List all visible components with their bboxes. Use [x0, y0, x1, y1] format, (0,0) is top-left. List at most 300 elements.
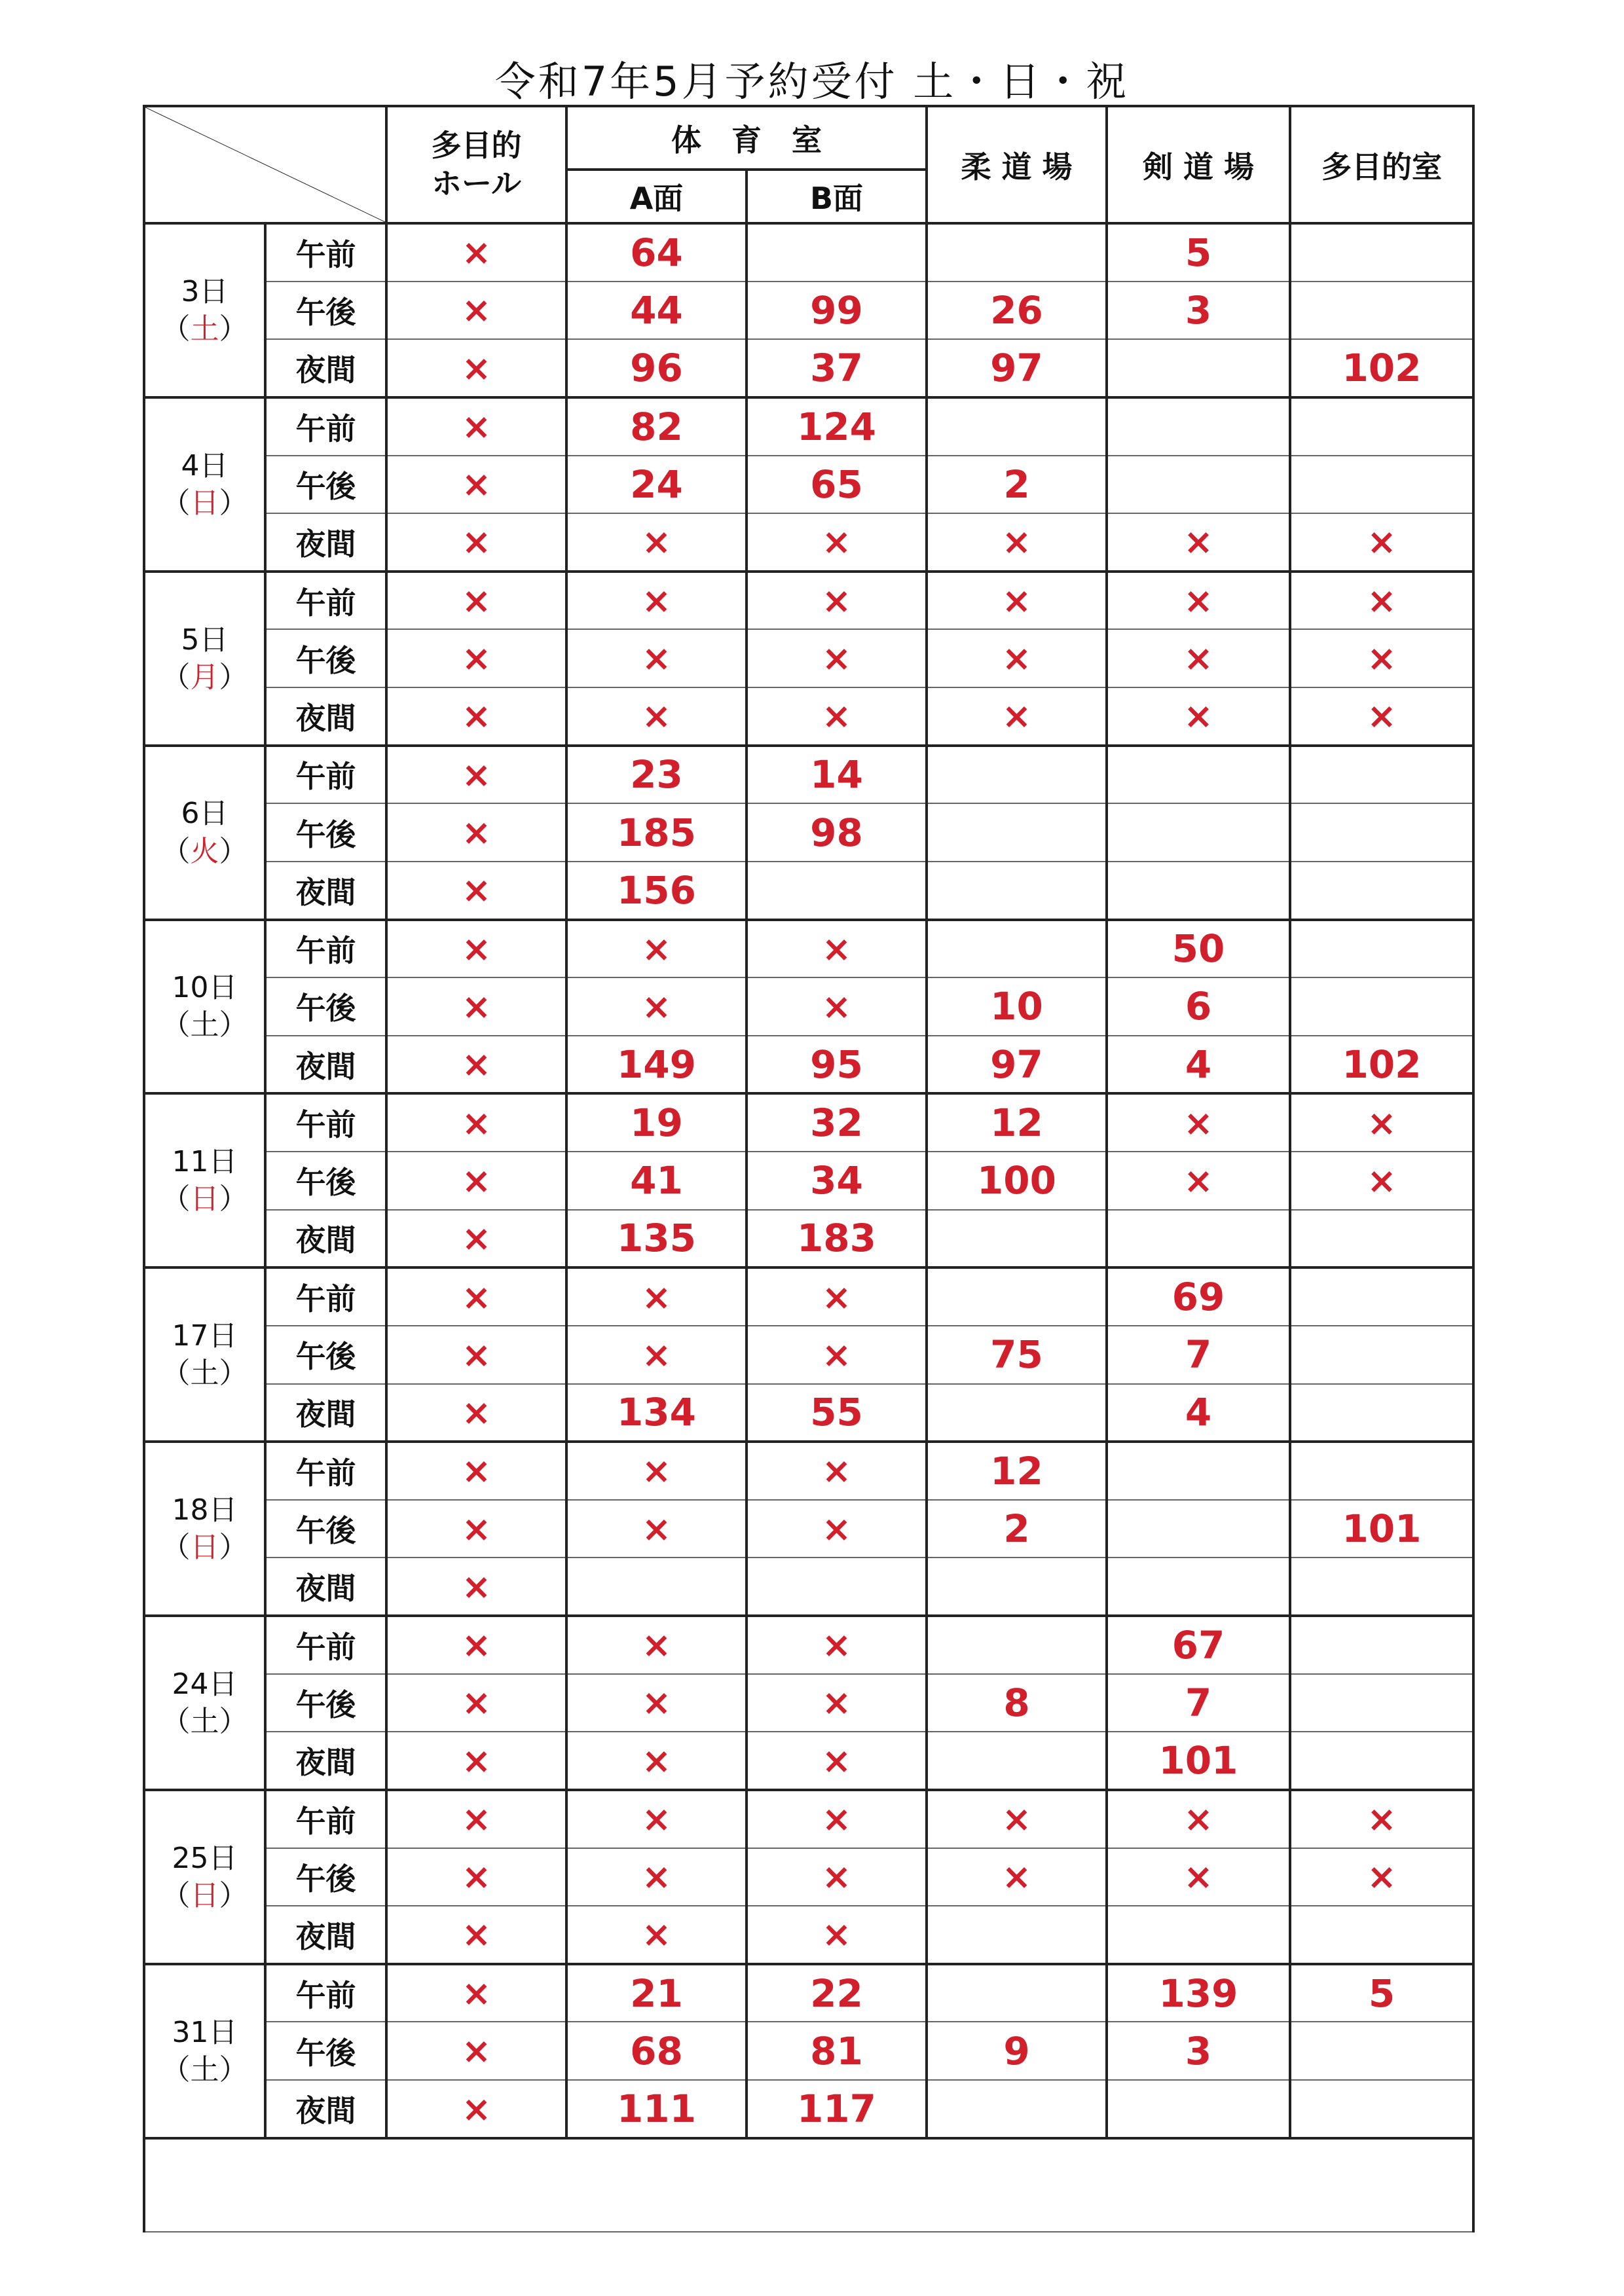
cell-gym-b: × — [747, 1674, 927, 1732]
cell-gym-a: × — [566, 1906, 747, 1964]
cell-judo: 97 — [927, 1036, 1107, 1094]
cell-gym-a: × — [566, 629, 747, 687]
cell-gym-a: 111 — [566, 2080, 747, 2138]
cell-judo: × — [927, 629, 1107, 687]
period-cell: 午後 — [265, 977, 386, 1036]
cell-gym-b: × — [747, 1616, 927, 1674]
cell-judo: 12 — [927, 1093, 1107, 1152]
period-cell: 午前 — [265, 1964, 386, 2022]
cell-gym-b: 117 — [747, 2080, 927, 2138]
cell-hall: × — [386, 223, 566, 282]
date-label: 31日 — [172, 2015, 238, 2049]
cell-hall: × — [386, 977, 566, 1036]
cell-multi-room — [1290, 977, 1473, 1036]
table-row — [144, 1848, 1473, 1906]
weekday-label: （土） — [161, 1704, 248, 1738]
cell-multi-room — [1290, 1442, 1473, 1500]
cell-hall: × — [386, 1964, 566, 2022]
cell-kendo — [1107, 456, 1290, 514]
cell-hall: × — [386, 1267, 566, 1326]
cell-gym-b: 65 — [747, 456, 927, 514]
date-label: 24日 — [172, 1667, 238, 1701]
cell-multi-room — [1290, 1267, 1473, 1326]
cell-gym-a: 68 — [566, 2022, 747, 2080]
header-gym: 体 育 室 — [566, 106, 927, 170]
cell-gym-b: × — [747, 1326, 927, 1384]
cell-gym-a: 41 — [566, 1152, 747, 1210]
cell-gym-a: × — [566, 513, 747, 572]
cell-multi-room — [1290, 1616, 1473, 1674]
date-cell — [144, 1616, 265, 1790]
weekday-label: （月） — [161, 660, 248, 694]
cell-gym-a: × — [566, 1616, 747, 1674]
cell-hall: × — [386, 629, 566, 687]
cell-kendo — [1107, 1442, 1290, 1500]
cell-kendo: × — [1107, 687, 1290, 746]
cell-multi-room — [1290, 1674, 1473, 1732]
period-cell: 午後 — [265, 629, 386, 687]
period-cell: 夜間 — [265, 862, 386, 920]
cell-multi-room — [1290, 1732, 1473, 1790]
cell-kendo: 139 — [1107, 1964, 1290, 2022]
cell-gym-a: 21 — [566, 1964, 747, 2022]
date-cell — [144, 1267, 265, 1442]
reservation-table — [143, 105, 1475, 2232]
cell-multi-room: × — [1290, 572, 1473, 630]
cell-gym-a: 135 — [566, 1210, 747, 1268]
weekday-char: 火 — [190, 834, 219, 868]
weekday-char: 土 — [190, 1357, 219, 1391]
cell-gym-b: × — [747, 1500, 927, 1558]
header-judo: 柔 道 場 — [927, 106, 1107, 223]
cell-multi-room: × — [1290, 1152, 1473, 1210]
date-label: 10日 — [172, 971, 238, 1005]
cell-judo — [927, 803, 1107, 862]
cell-gym-b: × — [747, 1848, 927, 1906]
weekday-label: （日） — [161, 1182, 248, 1216]
period-cell: 午後 — [265, 1848, 386, 1906]
header-multi-room: 多目的室 — [1290, 106, 1473, 223]
cell-multi-room — [1290, 1210, 1473, 1268]
cell-judo: × — [927, 1848, 1107, 1906]
cell-multi-room — [1290, 223, 1473, 282]
cell-gym-b: × — [747, 1267, 927, 1326]
period-cell: 午前 — [265, 1093, 386, 1152]
date-cell — [144, 1093, 265, 1267]
cell-judo: 8 — [927, 1674, 1107, 1732]
cell-gym-b: 81 — [747, 2022, 927, 2080]
cell-judo: 9 — [927, 2022, 1107, 2080]
cell-judo: 2 — [927, 456, 1107, 514]
table-row — [144, 397, 1473, 456]
cell-judo — [927, 1210, 1107, 1268]
table-row — [144, 282, 1473, 340]
weekday-label: （土） — [161, 2052, 248, 2086]
cell-gym-a: × — [566, 1790, 747, 1848]
cell-kendo: 101 — [1107, 1732, 1290, 1790]
weekday-char: 土 — [190, 312, 219, 346]
date-cell — [144, 223, 265, 397]
cell-gym-a: 156 — [566, 862, 747, 920]
cell-gym-a: × — [566, 920, 747, 978]
cell-kendo: 4 — [1107, 1036, 1290, 1094]
cell-gym-a: × — [566, 1674, 747, 1732]
date-cell — [144, 1964, 265, 2138]
cell-gym-b: 14 — [747, 746, 927, 804]
cell-multi-room — [1290, 397, 1473, 456]
table-row — [144, 1210, 1473, 1268]
cell-kendo: × — [1107, 1848, 1290, 1906]
cell-judo: × — [927, 1790, 1107, 1848]
table-row — [144, 977, 1473, 1036]
weekday-char: 土 — [190, 2052, 219, 2086]
cell-gym-b: × — [747, 1442, 927, 1500]
date-label: 6日 — [181, 797, 229, 831]
cell-multi-room: × — [1290, 513, 1473, 572]
period-cell: 午後 — [265, 282, 386, 340]
table-row — [144, 1036, 1473, 1094]
date-label: 18日 — [172, 1493, 238, 1527]
cell-gym-a: 23 — [566, 746, 747, 804]
cell-kendo: 7 — [1107, 1326, 1290, 1384]
cell-judo: 75 — [927, 1326, 1107, 1384]
table-row — [144, 1152, 1473, 1210]
cell-hall: × — [386, 746, 566, 804]
cell-hall: × — [386, 2080, 566, 2138]
weekday-label: （日） — [161, 486, 248, 520]
cell-hall: × — [386, 1616, 566, 1674]
cell-judo: × — [927, 513, 1107, 572]
cell-multi-room: × — [1290, 1093, 1473, 1152]
cell-gym-b: 95 — [747, 1036, 927, 1094]
period-cell: 午前 — [265, 1267, 386, 1326]
cell-gym-a: 134 — [566, 1384, 747, 1442]
period-cell: 午後 — [265, 1152, 386, 1210]
cell-multi-room: × — [1290, 1848, 1473, 1906]
cell-kendo — [1107, 803, 1290, 862]
cell-kendo: 69 — [1107, 1267, 1290, 1326]
cell-kendo — [1107, 397, 1290, 456]
period-cell: 夜間 — [265, 1732, 386, 1790]
date-cell — [144, 1442, 265, 1616]
cell-hall: × — [386, 2022, 566, 2080]
cell-hall: × — [386, 1848, 566, 1906]
cell-multi-room: 101 — [1290, 1500, 1473, 1558]
table-row — [144, 2080, 1473, 2138]
weekday-char: 日 — [190, 1878, 219, 1912]
cell-hall: × — [386, 456, 566, 514]
cell-gym-b: 99 — [747, 282, 927, 340]
period-cell: 午前 — [265, 746, 386, 804]
period-cell: 午後 — [265, 1326, 386, 1384]
table-row — [144, 2022, 1473, 2080]
cell-hall: × — [386, 1790, 566, 1848]
cell-gym-b: 22 — [747, 1964, 927, 2022]
cell-multi-room — [1290, 803, 1473, 862]
cell-gym-a: × — [566, 1732, 747, 1790]
header-hall: 多目的 ホール — [386, 106, 566, 223]
table-row — [144, 803, 1473, 862]
period-cell: 午後 — [265, 1674, 386, 1732]
cell-multi-room: 102 — [1290, 339, 1473, 397]
weekday-char: 土 — [190, 1704, 219, 1738]
cell-multi-room — [1290, 282, 1473, 340]
cell-kendo — [1107, 1210, 1290, 1268]
cell-hall: × — [386, 1674, 566, 1732]
cell-gym-b: × — [747, 687, 927, 746]
cell-hall: × — [386, 1326, 566, 1384]
cell-judo — [927, 862, 1107, 920]
cell-judo: 26 — [927, 282, 1107, 340]
cell-gym-b: × — [747, 1906, 927, 1964]
cell-gym-b: 34 — [747, 1152, 927, 1210]
cell-judo — [927, 920, 1107, 978]
cell-judo — [927, 397, 1107, 456]
cell-gym-b: 183 — [747, 1210, 927, 1268]
cell-hall: × — [386, 1152, 566, 1210]
cell-gym-a: × — [566, 1267, 747, 1326]
weekday-char: 日 — [190, 1182, 219, 1216]
cell-judo — [927, 223, 1107, 282]
period-cell: 夜間 — [265, 1036, 386, 1094]
date-cell — [144, 920, 265, 1094]
footer-blank-row — [144, 2138, 1473, 2232]
cell-multi-room — [1290, 862, 1473, 920]
cell-gym-b: × — [747, 1790, 927, 1848]
period-cell: 午前 — [265, 572, 386, 630]
cell-judo: × — [927, 687, 1107, 746]
cell-hall: × — [386, 397, 566, 456]
cell-multi-room — [1290, 920, 1473, 978]
cell-kendo — [1107, 339, 1290, 397]
table-row — [144, 1267, 1473, 1326]
table-row — [144, 746, 1473, 804]
cell-hall: × — [386, 1036, 566, 1094]
table-row — [144, 339, 1473, 397]
cell-hall: × — [386, 1210, 566, 1268]
cell-judo: 2 — [927, 1500, 1107, 1558]
header-kendo: 剣 道 場 — [1107, 106, 1290, 223]
cell-kendo: 4 — [1107, 1384, 1290, 1442]
cell-kendo — [1107, 862, 1290, 920]
cell-kendo: 3 — [1107, 2022, 1290, 2080]
cell-hall: × — [386, 803, 566, 862]
cell-gym-a: 96 — [566, 339, 747, 397]
period-cell: 午後 — [265, 2022, 386, 2080]
cell-hall: × — [386, 1384, 566, 1442]
weekday-label: （日） — [161, 1878, 248, 1912]
cell-multi-room — [1290, 456, 1473, 514]
cell-multi-room: 102 — [1290, 1036, 1473, 1094]
table-row — [144, 1732, 1473, 1790]
table-row — [144, 1093, 1473, 1152]
cell-judo: 97 — [927, 339, 1107, 397]
cell-kendo: × — [1107, 1790, 1290, 1848]
cell-gym-a: 82 — [566, 397, 747, 456]
cell-judo — [927, 1384, 1107, 1442]
table-row — [144, 1906, 1473, 1964]
cell-judo — [927, 1964, 1107, 2022]
table-row — [144, 687, 1473, 746]
cell-hall: × — [386, 513, 566, 572]
cell-judo: 10 — [927, 977, 1107, 1036]
cell-hall: × — [386, 920, 566, 978]
header-gym-a: A面 — [566, 170, 747, 223]
cell-hall: × — [386, 1500, 566, 1558]
cell-gym-a: × — [566, 1848, 747, 1906]
cell-hall: × — [386, 687, 566, 746]
period-cell: 午前 — [265, 1442, 386, 1500]
cell-judo — [927, 746, 1107, 804]
cell-gym-b: 124 — [747, 397, 927, 456]
period-cell: 夜間 — [265, 1210, 386, 1268]
table-row — [144, 513, 1473, 572]
date-cell — [144, 397, 265, 572]
cell-gym-a: 19 — [566, 1093, 747, 1152]
cell-kendo: 5 — [1107, 223, 1290, 282]
table-row — [144, 1616, 1473, 1674]
cell-multi-room — [1290, 746, 1473, 804]
cell-kendo: 67 — [1107, 1616, 1290, 1674]
cell-judo — [927, 1616, 1107, 1674]
date-label: 17日 — [172, 1319, 238, 1353]
table-row — [144, 1790, 1473, 1848]
period-cell: 午前 — [265, 1790, 386, 1848]
cell-multi-room — [1290, 1906, 1473, 1964]
cell-hall: × — [386, 282, 566, 340]
weekday-char: 日 — [190, 1531, 219, 1565]
table-row — [144, 1442, 1473, 1500]
cell-gym-b: × — [747, 513, 927, 572]
cell-gym-a: 149 — [566, 1036, 747, 1094]
period-cell: 夜間 — [265, 687, 386, 746]
cell-judo: 100 — [927, 1152, 1107, 1210]
cell-gym-a: 24 — [566, 456, 747, 514]
cell-kendo: × — [1107, 629, 1290, 687]
period-cell: 午前 — [265, 1616, 386, 1674]
cell-hall: × — [386, 1558, 566, 1616]
cell-multi-room — [1290, 1558, 1473, 1616]
cell-gym-a: 44 — [566, 282, 747, 340]
cell-multi-room: 5 — [1290, 1964, 1473, 2022]
date-cell — [144, 572, 265, 746]
page-title: 令和7年5月予約受付 土・日・祝 — [494, 58, 1130, 105]
cell-judo — [927, 1906, 1107, 1964]
cell-multi-room: × — [1290, 687, 1473, 746]
cell-gym-b: × — [747, 920, 927, 978]
table-row — [144, 456, 1473, 514]
cell-kendo — [1107, 746, 1290, 804]
cell-multi-room — [1290, 2022, 1473, 2080]
cell-gym-b: 55 — [747, 1384, 927, 1442]
cell-gym-a: × — [566, 1326, 747, 1384]
period-cell: 午後 — [265, 1500, 386, 1558]
cell-judo: 12 — [927, 1442, 1107, 1500]
period-cell: 午後 — [265, 456, 386, 514]
cell-gym-b — [747, 862, 927, 920]
date-label: 25日 — [172, 1841, 238, 1875]
cell-multi-room — [1290, 1384, 1473, 1442]
cell-judo — [927, 1558, 1107, 1616]
cell-gym-a: × — [566, 1442, 747, 1500]
period-cell: 夜間 — [265, 513, 386, 572]
period-cell: 夜間 — [265, 1558, 386, 1616]
cell-gym-b: × — [747, 1732, 927, 1790]
cell-gym-a: 64 — [566, 223, 747, 282]
cell-gym-a: × — [566, 687, 747, 746]
cell-kendo — [1107, 1906, 1290, 1964]
weekday-label: （土） — [161, 312, 248, 346]
cell-kendo: 6 — [1107, 977, 1290, 1036]
cell-gym-a: × — [566, 572, 747, 630]
cell-kendo: × — [1107, 1093, 1290, 1152]
cell-gym-b: × — [747, 629, 927, 687]
weekday-label: （日） — [161, 1531, 248, 1565]
cell-hall: × — [386, 339, 566, 397]
weekday-label: （火） — [161, 834, 248, 868]
cell-gym-b — [747, 223, 927, 282]
date-label: 3日 — [181, 274, 229, 308]
cell-hall: × — [386, 1906, 566, 1964]
period-cell: 夜間 — [265, 2080, 386, 2138]
table-row — [144, 920, 1473, 978]
period-cell: 夜間 — [265, 339, 386, 397]
cell-kendo — [1107, 2080, 1290, 2138]
cell-kendo: × — [1107, 1152, 1290, 1210]
table-row — [144, 1384, 1473, 1442]
cell-kendo — [1107, 1500, 1290, 1558]
period-cell: 夜間 — [265, 1906, 386, 1964]
cell-gym-b: 98 — [747, 803, 927, 862]
date-cell — [144, 746, 265, 920]
cell-kendo — [1107, 1558, 1290, 1616]
period-cell: 午前 — [265, 397, 386, 456]
date-cell — [144, 1790, 265, 1964]
cell-gym-b: × — [747, 977, 927, 1036]
header-corner-cell — [144, 106, 386, 223]
weekday-char: 月 — [190, 660, 219, 694]
cell-kendo: 50 — [1107, 920, 1290, 978]
table-row — [144, 223, 1473, 282]
table-row — [144, 572, 1473, 630]
table-row — [144, 629, 1473, 687]
table-row — [144, 1500, 1473, 1558]
cell-gym-b — [747, 1558, 927, 1616]
cell-judo — [927, 2080, 1107, 2138]
cell-hall: × — [386, 572, 566, 630]
table-row — [144, 1326, 1473, 1384]
cell-multi-room — [1290, 1326, 1473, 1384]
header-gym-b: B面 — [747, 170, 927, 223]
cell-kendo: × — [1107, 572, 1290, 630]
period-cell: 午後 — [265, 803, 386, 862]
cell-gym-b: 32 — [747, 1093, 927, 1152]
cell-gym-b: 37 — [747, 339, 927, 397]
diagonal-line — [145, 107, 385, 222]
cell-multi-room — [1290, 2080, 1473, 2138]
period-cell: 午前 — [265, 223, 386, 282]
cell-multi-room: × — [1290, 629, 1473, 687]
cell-gym-b: × — [747, 572, 927, 630]
table-row — [144, 1558, 1473, 1616]
weekday-label: （土） — [161, 1008, 248, 1042]
date-label: 5日 — [181, 623, 229, 657]
cell-kendo: 7 — [1107, 1674, 1290, 1732]
cell-hall: × — [386, 1732, 566, 1790]
cell-multi-room: × — [1290, 1790, 1473, 1848]
weekday-char: 土 — [190, 1008, 219, 1042]
cell-hall: × — [386, 1442, 566, 1500]
